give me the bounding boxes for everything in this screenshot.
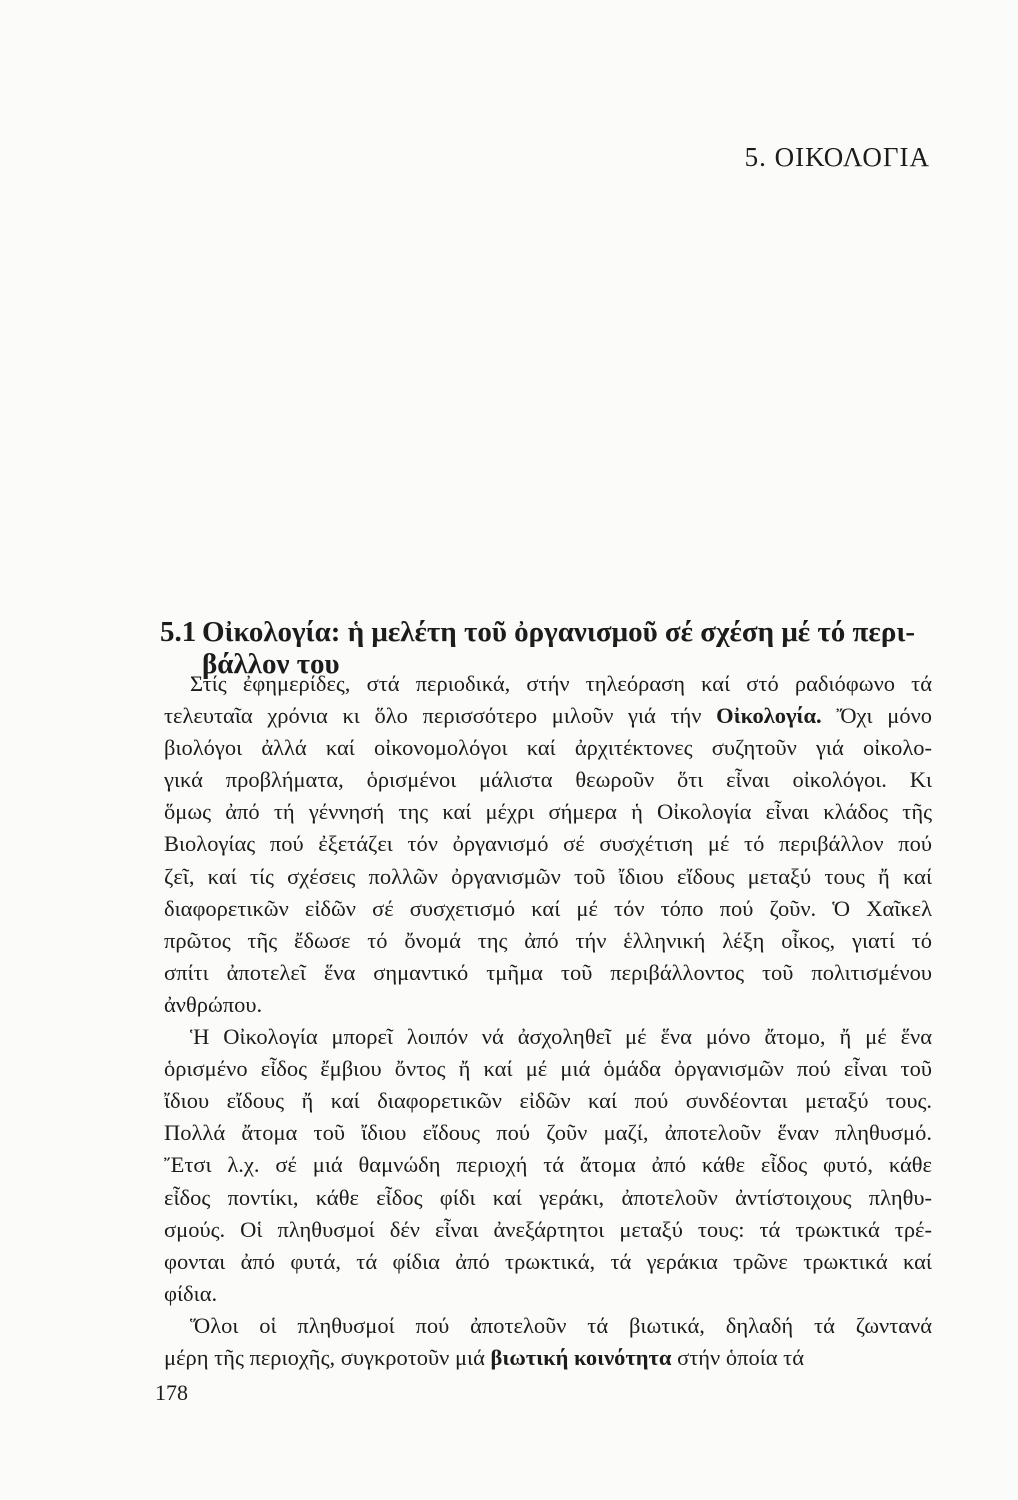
page-number: 178 [155, 1380, 188, 1405]
bold-term: Οἰκολογία. [716, 703, 822, 729]
section-title-line: βάλλον του [202, 648, 340, 680]
text-line: Ἡ Οἰκολογία μπορεῖ λοιπόν νά ἀσχοληθεῖ μέ ἕνα μόνο ἄτομο, ἤ μέ ἕνα [190, 1024, 932, 1050]
bold-term: βιωτική κοινότητα [490, 1344, 672, 1370]
text-line: ἀνθρώπου. [164, 991, 263, 1017]
text-line: γικά προβλήματα, ὁρισμένοι μάλιστα θεωροῦν ὅτι εἶναι οἰκολόγοι. Κι [164, 767, 932, 793]
text-line: ζεῖ, καί τίς σχέσεις πολλῶν ὀργανισμῶν τοῦ ἴδιου εἴδους μεταξύ τους ἤ καί [164, 863, 932, 889]
text-line: ὁρισμένο εἶδος ἔμβιου ὄντος ἤ καί μέ μιά ὁμάδα ὀργανισμῶν πού εἶναι τοῦ [164, 1056, 932, 1082]
text-line: διαφορετικῶν εἰδῶν σέ συσχετισμό καί μέ τόν τόπο πού ζοῦν. Ὁ Χαῖκελ [164, 895, 932, 921]
text-line: πρῶτος τῆς ἔδωσε τό ὄνομά της ἀπό τήν ἑλληνική λέξη οἶκος, γιατί τό [164, 927, 932, 953]
body-text [164, 668, 932, 1374]
chapter-title: 5. ΟΙΚΟΛΟΓΙΑ [744, 142, 930, 172]
text-line: Ὅλοι οἱ πληθυσμοί πού ἀποτελοῦν τά βιωτικά, δηλαδή τά ζωντανά [190, 1312, 932, 1338]
text-line: βιολόγοι ἀλλά καί οἰκονομολόγοι καί ἀρχιτέκτονες συζητοῦν γιά οἰκολο- [164, 735, 932, 761]
text-line: Πολλά ἄτομα τοῦ ἴδιου εἴδους πού ζοῦν μαζί, ἀποτελοῦν ἕναν πληθυσμό. [164, 1120, 932, 1146]
text-line: Στίς ἐφημερίδες, στά περιοδικά, στήν τηλεόραση καί στό ραδιόφωνο τά [190, 671, 932, 696]
text-line: σμούς. Οἱ πληθυσμοί δέν εἶναι ἀνεξάρτητοι μεταξύ τους: τά τρωκτικά τρέ- [164, 1216, 932, 1242]
text-line: ὅμως ἀπό τή γέννησή της καί μέχρι σήμερα ἡ Οἰκολογία εἶναι κλάδος τῆς [164, 799, 932, 825]
text-line: φονται ἀπό φυτά, τά φίδια ἀπό τρωκτικά, τά γεράκια τρῶνε τρωκτικά καί [164, 1248, 932, 1274]
text-line: μέρη τῆς περιοχῆς, συγκροτοῦν μιά βιωτική κοινότητα στήν ὁποία τά [164, 1344, 805, 1370]
text-line: Βιολογίας πού ἐξετάζει τόν ὀργανισμό σέ συσχέτιση μέ τό περιβάλλον πού [164, 831, 932, 857]
text-line: φίδια. [164, 1280, 218, 1306]
text-line: εἶδος ποντίκι, κάθε εἶδος φίδι καί γεράκι, ἀποτελοῦν ἀντίστοιχους πληθυ- [164, 1184, 932, 1210]
text-line: σπίτι ἀποτελεῖ ἕνα σημαντικό τμῆμα τοῦ περιβάλλοντος τοῦ πολιτισμένου [164, 959, 932, 985]
section-title-line: Οἰκολογία: ἡ μελέτη τοῦ ὀργανισμοῦ σέ σχέση μέ τό περι- [202, 616, 915, 648]
text-line: ἴδιου εἴδους ἤ καί διαφορετικῶν εἰδῶν καί πού συνδέονται μεταξύ τους. [164, 1088, 932, 1114]
text-line: τελευταῖα χρόνια κι ὅλο περισσότερο μιλοῦν γιά τήν Οἰκολογία. Ὄχι μόνο [164, 703, 932, 729]
text-line: Ἔτσι λ.χ. σέ μιά θαμνώδη περιοχή τά ἄτομα ἀπό κάθε εἶδος φυτό, κάθε [164, 1152, 932, 1178]
section-number: 5.1 [160, 616, 197, 648]
